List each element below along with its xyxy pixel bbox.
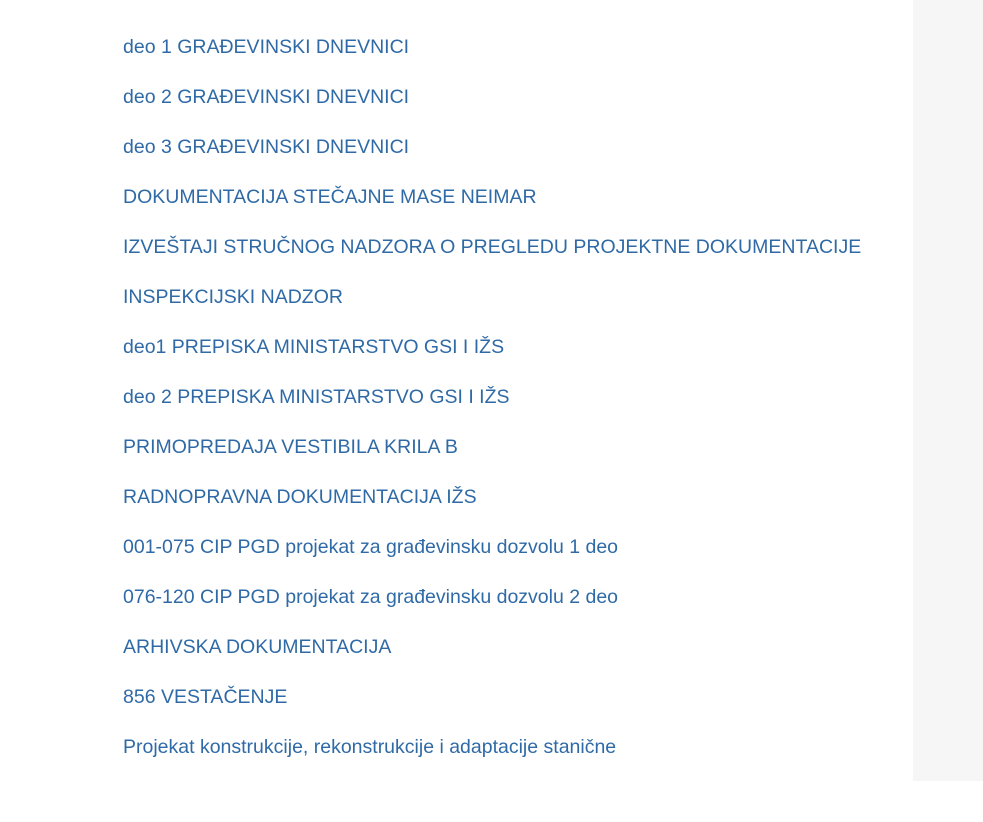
document-link[interactable]: 076-120 CIP PGD projekat za građevinsku dozvolu 2 deo: [123, 586, 619, 608]
list-item: [123, 433, 861, 483]
list-item: [123, 583, 861, 633]
document-link[interactable]: 856 VESTAČENJE: [123, 686, 288, 708]
sidebar-background: [913, 0, 983, 781]
document-link[interactable]: RADNOPRAVNA DOKUMENTACIJA IŽS: [123, 486, 477, 508]
document-link[interactable]: deo1 PREPISKA MINISTARSTVO GSI I IŽS: [123, 336, 505, 358]
list-item: [123, 333, 861, 383]
list-item: [123, 233, 861, 283]
document-link[interactable]: IZVEŠTAJI STRUČNOG NADZORA O PREGLEDU PROJEKTNE DOKUMENTACIJE: [123, 236, 862, 258]
document-link[interactable]: deo 3 GRAĐEVINSKI DNEVNICI: [123, 136, 410, 158]
list-item: [123, 683, 861, 733]
list-item: [123, 133, 861, 183]
list-item: [123, 183, 861, 233]
list-item: [123, 83, 861, 133]
list-item: [123, 283, 861, 333]
document-link[interactable]: ARHIVSKA DOKUMENTACIJA: [123, 636, 392, 658]
document-link[interactable]: 001-075 CIP PGD projekat za građevinsku dozvolu 1 deo: [123, 536, 619, 558]
list-item: [123, 633, 861, 683]
list-item: [123, 383, 861, 433]
document-link[interactable]: deo 2 GRAĐEVINSKI DNEVNICI: [123, 86, 410, 108]
document-link[interactable]: DOKUMENTACIJA STEČAJNE MASE NEIMAR: [123, 186, 537, 208]
document-link[interactable]: Projekat konstrukcije, rekonstrukcije i adaptacije stanične: [123, 736, 617, 758]
document-link[interactable]: deo 1 GRAĐEVINSKI DNEVNICI: [123, 36, 410, 58]
list-item: [123, 733, 861, 783]
document-link[interactable]: deo 2 PREPISKA MINISTARSTVO GSI I IŽS: [123, 386, 510, 408]
list-item: [123, 533, 861, 583]
document-link[interactable]: INSPEKCIJSKI NADZOR: [123, 286, 343, 308]
list-item: [123, 483, 861, 533]
document-link[interactable]: PRIMOPREDAJA VESTIBILA KRILA B: [123, 436, 458, 458]
list-item: [123, 33, 861, 83]
document-link-list: [123, 33, 861, 783]
